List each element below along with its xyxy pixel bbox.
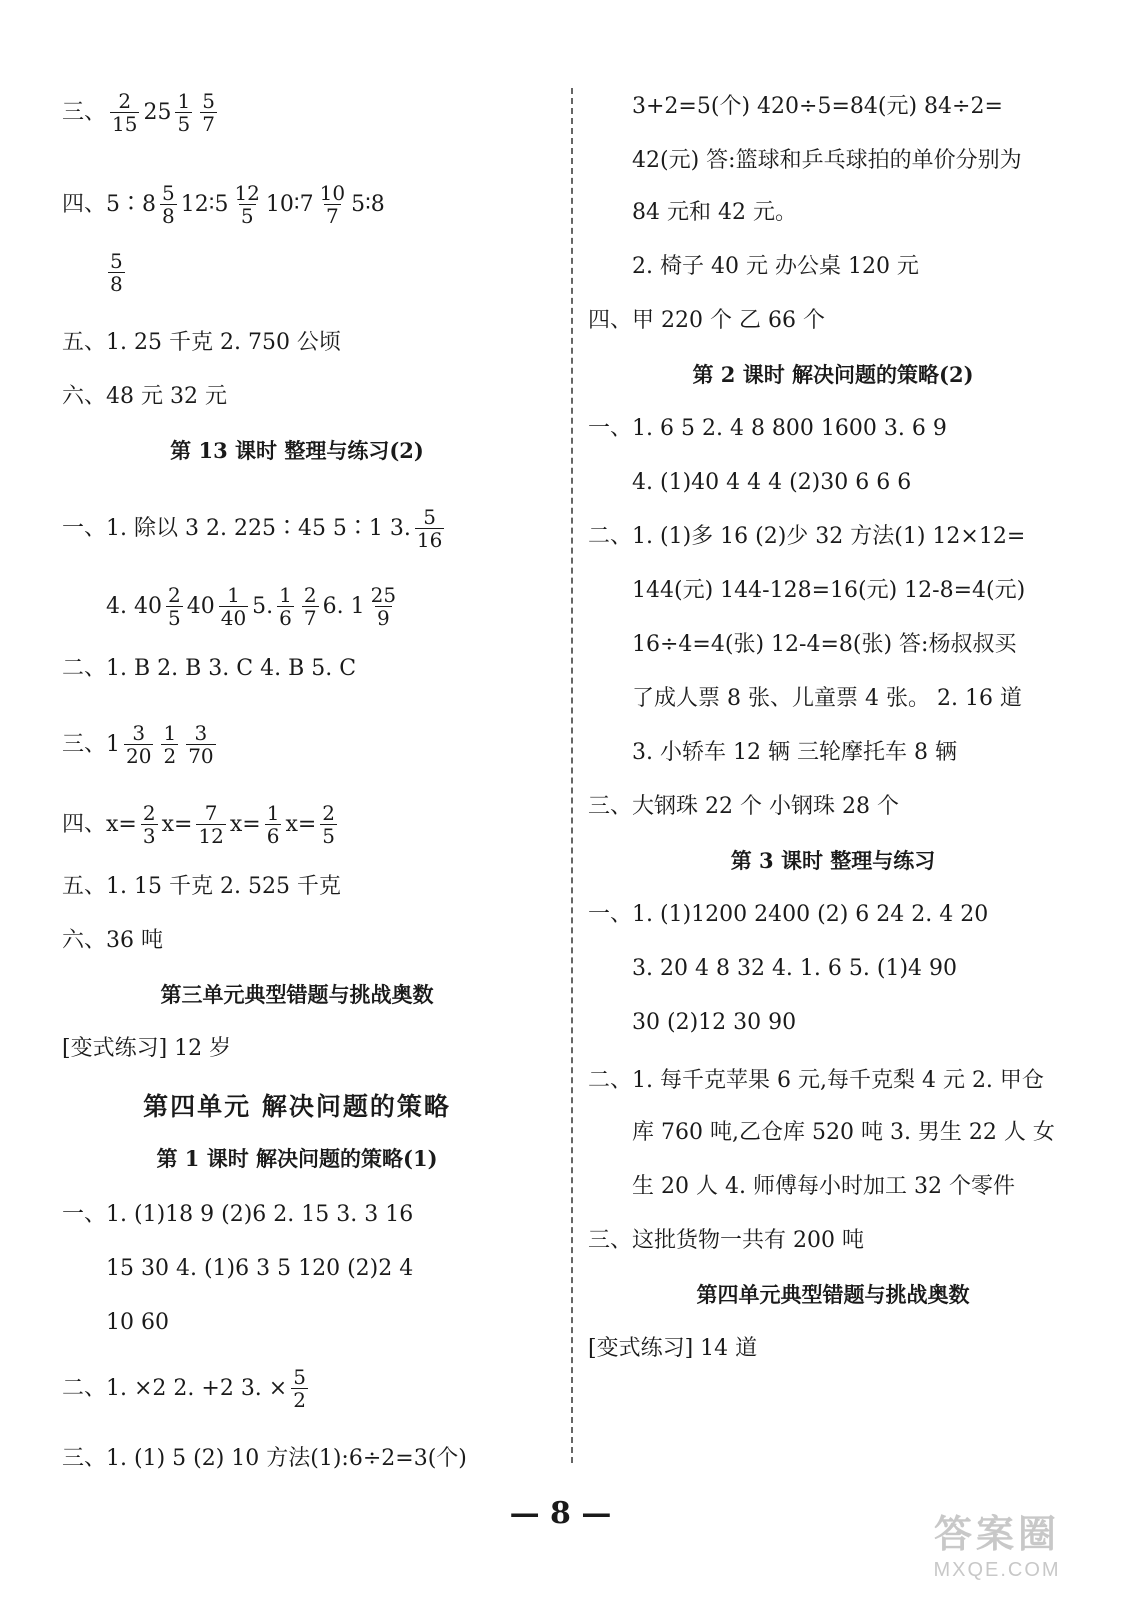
section-heading: 第四单元典型错题与挑战奥数 (696, 1282, 970, 1307)
numerator: 3 (132, 721, 146, 745)
answer-text: 二、1. B 2. B 3. C 4. B 5. C (62, 656, 357, 681)
answer-text: 三、1. (1) 5 (2) 10 方法(1):6÷2=3(个) (62, 1446, 467, 1471)
answer-line (62, 1308, 169, 1338)
answer-line (62, 90, 221, 135)
numerator: 12 (234, 181, 260, 205)
section-heading: 第 3 课时 整理与练习 (730, 848, 936, 873)
answer-text: 6. 1 (322, 593, 365, 619)
numerator: 7 (204, 801, 218, 825)
answer-text: 六、36 吨 (62, 928, 163, 953)
answer-text: 四、甲 220 个 乙 66 个 (588, 308, 825, 333)
answer-text: 3. 20 4 8 32 4. 1. 6 5. (1)4 90 (632, 956, 958, 981)
answer-line (588, 792, 899, 822)
answer-line (588, 1172, 1015, 1202)
denominator: 5 (322, 824, 336, 848)
answer-text: 五、1. 25 千克 2. 750 公顷 (62, 330, 341, 355)
answer-line (588, 1066, 1044, 1096)
answer-line (588, 252, 919, 282)
fraction (175, 90, 192, 135)
fraction (302, 584, 319, 629)
watermark-url: MXQE.COM (933, 1559, 1061, 1581)
denominator: 5 (177, 112, 191, 136)
answer-text: [变式练习] 14 道 (588, 1336, 758, 1361)
answer-line (588, 1118, 1055, 1148)
answer-text: x= (161, 811, 193, 837)
numerator: 5 (293, 1365, 306, 1389)
answer-text: 六、48 元 32 元 (62, 384, 227, 409)
watermark-logo (897, 1512, 1097, 1590)
denominator: 40 (220, 606, 247, 630)
fraction (232, 182, 261, 227)
column-divider (571, 88, 573, 1463)
fraction (320, 802, 337, 847)
answer-line (62, 1254, 413, 1284)
section-heading: 第 2 课时 解决问题的策略(2) (692, 362, 974, 387)
denominator: 16 (416, 528, 443, 552)
answer-text: 3+2=5(个) 420÷5=84(元) 84÷2= (632, 94, 1003, 119)
answer-line (62, 802, 341, 847)
answer-line (62, 654, 356, 684)
numerator: 2 (142, 801, 156, 825)
answer-line (62, 722, 220, 767)
answer-line (62, 182, 385, 227)
answer-line (62, 926, 163, 956)
answer-text: 2. 椅子 40 元 办公桌 120 元 (632, 254, 919, 279)
fraction (318, 182, 347, 227)
section-heading: 第 13 课时 整理与练习(2) (170, 438, 424, 463)
numerator: 2 (303, 583, 317, 607)
answer-line (62, 328, 341, 358)
fraction (291, 1366, 308, 1411)
answer-text: 5. (252, 593, 274, 619)
watermark-title: 答案圈 (933, 1514, 1060, 1556)
denominator: 8 (110, 272, 123, 296)
answer-text: 生 20 人 4. 师傅每小时加工 32 个零件 (632, 1174, 1015, 1199)
numerator: 25 (370, 583, 397, 607)
answer-text: 三、这批货物一共有 200 吨 (588, 1228, 864, 1253)
answer-line (62, 1366, 312, 1411)
answer-line (588, 1334, 757, 1364)
answer-text: 16÷4=4(张) 12-4=8(张) 答:杨叔叔买 (632, 632, 1017, 657)
answer-line (588, 630, 1016, 660)
denominator: 70 (188, 744, 214, 768)
answer-text: 12∶5 (180, 191, 229, 217)
answer-line (62, 506, 448, 551)
numerator: 1 (266, 801, 280, 825)
answer-line (62, 1034, 231, 1064)
answer-text: 3. 小轿车 12 辆 三轮摩托车 8 辆 (632, 740, 957, 765)
answer-line (588, 146, 1022, 176)
numerator: 2 (322, 801, 336, 825)
denominator: 6 (266, 824, 280, 848)
fraction (160, 182, 177, 227)
numerator: 10 (319, 181, 346, 205)
answer-line (588, 954, 957, 984)
fraction (141, 802, 158, 847)
fraction (161, 722, 178, 767)
denominator: 12 (198, 824, 224, 848)
answer-line (588, 468, 911, 498)
answer-text: 4. 40 (106, 593, 162, 619)
answer-text: 一、1. 除以 3 2. 225∶45 5∶1 3. (62, 515, 411, 541)
answer-text: 10 60 (106, 1310, 169, 1335)
denominator: 8 (162, 204, 175, 228)
answer-text: 4. (1)40 4 4 4 (2)30 6 6 6 (632, 470, 912, 495)
numerator: 1 (163, 721, 177, 745)
answer-line (588, 738, 957, 768)
fraction (196, 802, 225, 847)
answer-line (588, 1008, 796, 1038)
fraction (108, 250, 125, 295)
answer-text: 25 (143, 99, 172, 125)
numerator: 5 (162, 181, 175, 205)
numerator: 1 (177, 89, 191, 113)
answer-text: 30 (2)12 30 90 (632, 1010, 797, 1035)
answer-text: 二、1. 每千克苹果 6 元,每千克梨 4 元 2. 甲仓 (588, 1068, 1044, 1093)
answer-line (588, 684, 1022, 714)
answer-text: 二、1. ×2 2. +2 3. × (62, 1375, 288, 1401)
denominator: 20 (126, 744, 152, 768)
denominator: 2 (163, 744, 177, 768)
answer-text: 84 元和 42 元。 (632, 200, 797, 225)
answer-line (588, 306, 825, 336)
fraction (415, 506, 444, 551)
answer-text: 10∶7 (265, 191, 314, 217)
denominator: 7 (325, 204, 339, 228)
numerator: 2 (167, 583, 181, 607)
fraction (166, 584, 183, 629)
answer-line (588, 576, 1025, 606)
answer-text: 40 (186, 593, 215, 619)
answer-text: 一、1. (1)18 9 (2)6 2. 15 3. 3 16 (62, 1202, 414, 1227)
denominator: 7 (303, 606, 317, 630)
denominator: 9 (376, 606, 390, 630)
answer-text: x= (229, 811, 261, 837)
answer-text: 5∶8 (351, 191, 385, 217)
answer-line (588, 414, 947, 444)
answer-line (62, 584, 402, 629)
answer-text: 15 30 4. (1)6 3 5 120 (2)2 4 (106, 1256, 414, 1281)
answer-line (62, 1444, 467, 1474)
answer-text: 三、 (62, 99, 107, 125)
answer-text: 四、x= (62, 811, 137, 837)
answer-text: 42(元) 答:篮球和乒乓球拍的单价分别为 (632, 148, 1022, 173)
denominator: 5 (240, 204, 254, 228)
numerator: 5 (423, 505, 437, 529)
numerator: 1 (279, 583, 292, 607)
fraction (369, 584, 398, 629)
denominator: 7 (202, 112, 215, 136)
numerator: 5 (110, 249, 123, 273)
answer-line (62, 872, 341, 902)
fraction (186, 722, 215, 767)
answer-text: 四、5∶8 (62, 191, 156, 217)
answer-text: 一、1. 6 5 2. 4 8 800 1600 3. 6 9 (588, 416, 947, 441)
answer-text: 库 760 吨,乙仓库 520 吨 3. 男生 22 人 女 (632, 1120, 1055, 1145)
answer-line (588, 1226, 864, 1256)
answer-text: 一、1. (1)1200 2400 (2) 6 24 2. 4 20 (588, 902, 989, 927)
answer-line (588, 198, 797, 228)
answer-text: 144(元) 144-128=16(元) 12-8=4(元) (632, 578, 1026, 603)
denominator: 6 (279, 606, 292, 630)
denominator: 15 (112, 112, 138, 136)
answer-text: 二、1. (1)多 16 (2)少 32 方法(1) 12×12= (588, 524, 1026, 549)
fraction (265, 802, 282, 847)
answer-text: x= (285, 811, 317, 837)
fraction (200, 90, 217, 135)
answer-text: 三、1 (62, 731, 120, 757)
denominator: 5 (167, 606, 181, 630)
fraction (110, 90, 139, 135)
answer-line (588, 522, 1025, 552)
unit-title: 第四单元 解决问题的策略 (143, 1092, 451, 1121)
numerator: 1 (227, 583, 240, 607)
answer-line (62, 382, 227, 412)
answer-text: 五、1. 15 千克 2. 525 千克 (62, 874, 341, 899)
section-heading: 第 1 课时 解决问题的策略(1) (156, 1146, 438, 1171)
page-number: — 8 — (509, 1496, 612, 1531)
numerator: 2 (118, 89, 132, 113)
answer-line (588, 92, 1003, 122)
section-heading: 第三单元典型错题与挑战奥数 (160, 982, 434, 1007)
fraction (124, 722, 153, 767)
denominator: 3 (142, 824, 156, 848)
denominator: 2 (293, 1388, 306, 1412)
answer-line (62, 1200, 413, 1230)
answer-text: 三、大钢珠 22 个 小钢珠 28 个 (588, 794, 899, 819)
answer-text: 了成人票 8 张、儿童票 4 张。 2. 16 道 (632, 686, 1022, 711)
answer-line (62, 250, 129, 295)
fraction (219, 584, 248, 629)
numerator: 5 (202, 89, 215, 113)
numerator: 3 (194, 721, 208, 745)
answer-text: [变式练习] 12 岁 (62, 1036, 232, 1061)
answer-line (588, 900, 988, 930)
fraction (277, 584, 294, 629)
